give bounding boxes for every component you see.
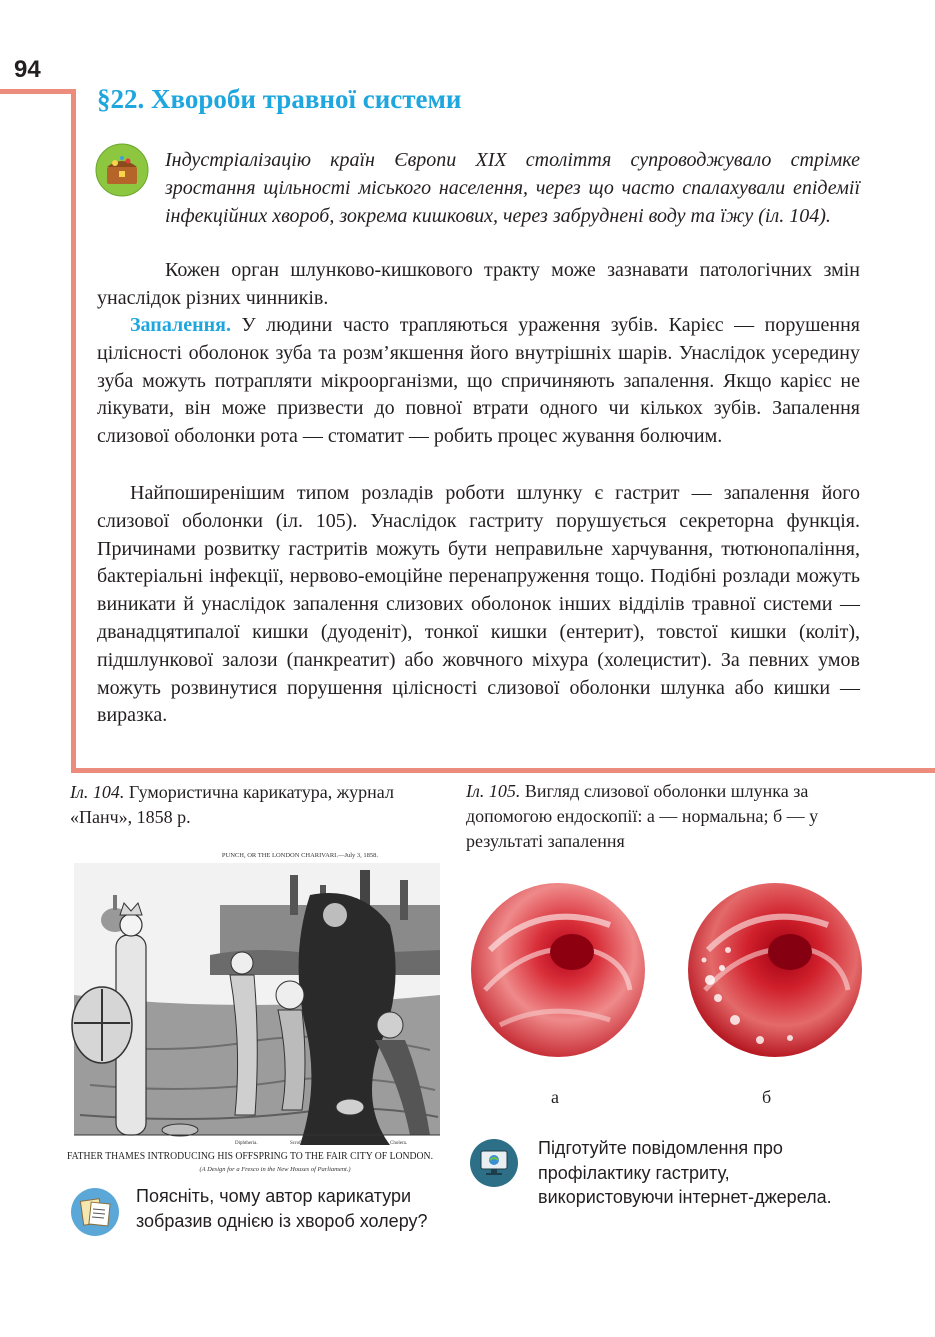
figure-104-caption-text: Гумористична карикатура, журнал «Панч», 1858 р. <box>70 782 394 827</box>
punch-cartoon-image <box>60 845 440 1175</box>
frame-top-line <box>0 89 76 94</box>
figure-105-letter-b: б <box>762 1087 772 1107</box>
intro-text: Індустріалізацію країн Європи XIX століття супроводжувало стрімке зростання щільності міського населення, через що часто спалахували епідемії інфекційних хвороб, зокрема кишкових, через забруднені воду та їжу (іл. 104). <box>165 149 860 227</box>
cartoon-label-diphtheria: Diphtheria. <box>235 1141 258 1146</box>
task-1-text: Поясніть, чому автор карикатури зобразив однією із хвороб холеру? <box>136 1186 428 1231</box>
treasure-chest-icon <box>95 143 149 197</box>
endoscopy-inflamed <box>688 883 862 1057</box>
figure-105-label: Іл. 105. <box>466 781 521 801</box>
figure-105-caption <box>466 779 866 854</box>
task-2-text: Підготуйте повідомлення про профілактику гастриту, використовуючи інтернет-джерела. <box>538 1138 832 1207</box>
cartoon-subtitle: (A Design for a Fresco in the New Houses of Parliament.) <box>199 1166 351 1173</box>
cartoon-label-scrofula: Scrofula. <box>290 1141 309 1146</box>
frame-bottom-line <box>71 768 935 773</box>
cartoon-title: FATHER THAMES INTRODUCING HIS OFFSPRING TO THE FAIR CITY OF LONDON. <box>67 1151 433 1162</box>
paragraph-2-text: У людини часто трапляються ураження зубів. Карієс — порушення цілісності оболонок зуба та розм’якшення його внутрішніх шарів. Унаслідок усередину зуба можуть потрапляти мікроорганізми, що спричиняють запалення. Якщо карієс не лікувати, він може призвести до повної втрати одного чи кількох зубів. Запалення слизової оболонки рота — стоматит — робить процес жування болючим. <box>97 314 860 448</box>
section-title: §22. Хвороби травної системи <box>97 84 462 114</box>
figure-105-letter-a: а <box>551 1087 559 1107</box>
paragraph-1: Кожен орган шлунково-кишкового тракту може зазнавати патологічних змін унаслідок різних чинників. <box>97 259 860 309</box>
notes-icon <box>70 1187 120 1237</box>
frame-left-line <box>71 89 76 772</box>
computer-icon <box>469 1138 519 1188</box>
page-number: 94 <box>14 56 41 83</box>
term-inflammation: Запалення. <box>130 314 231 336</box>
figure-104-caption <box>70 780 415 830</box>
figure-104-label: Іл. 104. <box>70 782 125 802</box>
cartoon-label-cholera: Cholera. <box>390 1141 408 1146</box>
paragraph-2 <box>97 312 860 451</box>
endoscopy-images <box>460 880 880 1060</box>
cartoon-header: PUNCH, OR THE LONDON CHARIVARI.—July 3, 1858. <box>221 852 379 859</box>
paragraph-3: Найпоширенішим типом розладів роботи шлунку є гастрит — запалення його слизової оболонки (іл. 105). Унаслідок гастриту порушується секреторна функція. Причинами розвитку гастритів можуть бути неправильне харчування, тютюнопаління, бактеріальні інфекції, нервово-емоційне перенапруження тощо. Подібні розлади можуть виникати й унаслідок запалення слизових оболонок інших відділів травної системи — дванадцятипалої кишки (дуоденіт), тонкої кишки (ентерит), товстої кишки (коліт), підшлункової залози (панкреатит) або жовчного міхура (холецистит). За певних умов можуть розвинутися порушення цілісності слизової оболонки шлунка або кишки — виразка. <box>97 482 860 727</box>
figure-105-caption-text: Вигляд слизової оболонки шлунка за допомогою ендоскопії: а — нормальна; б — у результаті запалення <box>466 781 819 851</box>
endoscopy-normal <box>471 883 645 1057</box>
